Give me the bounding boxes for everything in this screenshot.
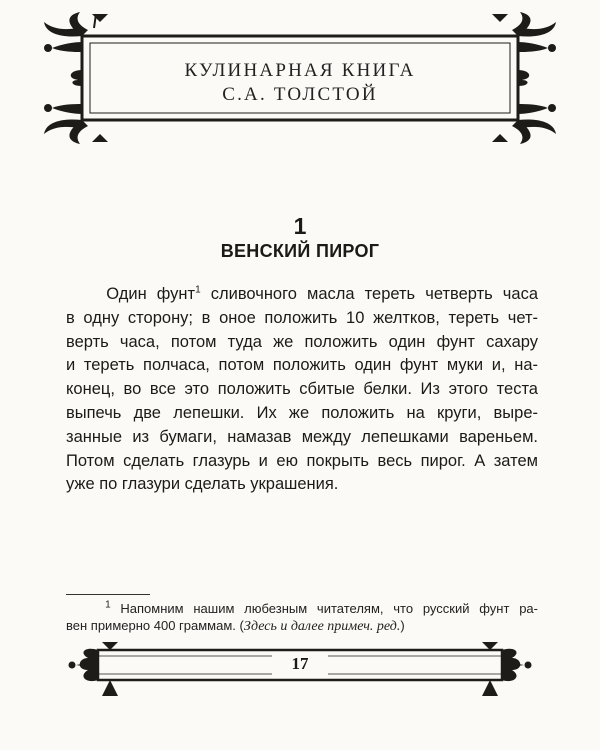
recipe-line: Потом сделать глазурь и ею покрыть весь пирог. А затем — [66, 451, 538, 470]
footnote-divider — [66, 594, 150, 595]
book-title-line-1: КУЛИНАРНАЯ КНИГА — [184, 60, 416, 81]
footnote-text: ) — [400, 618, 405, 633]
recipe-line-text: сливочного масла тереть четверть часа — [210, 285, 538, 303]
footnote-reference[interactable]: 1 — [195, 284, 201, 296]
book-title-line-2: С.А. ТОЛСТОЙ — [222, 84, 378, 105]
recipe-line: в одну сторону; в оное положить 10 желтков, тереть чет- — [66, 308, 538, 327]
footnote-line — [66, 617, 538, 635]
recipe-line: конец, во все это положить сбитые белки. Из этого теста — [66, 380, 538, 399]
recipe-number: 1 — [293, 213, 307, 239]
editor-note: Здесь и далее примеч. ред. — [243, 619, 401, 634]
recipe-line: уже по глазури сделать украшения. — [66, 475, 339, 494]
footnote-text: Напомним нашим любезным читателям, что русский фунт ра- — [120, 601, 538, 616]
recipe-line: и тереть полчаса, потом положить один фунт муки и, на- — [66, 356, 538, 375]
recipe-line — [66, 283, 538, 307]
footnote-line — [66, 600, 538, 617]
recipe-line: выпечь две лепешки. Их же положить на круги, выре- — [66, 403, 538, 422]
footnote-marker: 1 — [105, 599, 111, 611]
footnote — [66, 600, 538, 635]
footer-ornament — [58, 640, 542, 700]
recipe-line: верть часа, потом туда же положить один фунт сахару — [66, 332, 538, 351]
header-ornamental-frame — [22, 8, 578, 148]
page-number: 17 — [291, 654, 309, 673]
recipe-line-text: Один фунт — [106, 285, 196, 303]
recipe-line: занные из бумаги, намазав между лепешками вареньем. — [66, 427, 538, 446]
recipe-title: ВЕНСКИЙ ПИРОГ — [220, 241, 380, 261]
recipe-body — [66, 283, 538, 497]
footnote-text: вен примерно 400 граммам. ( — [66, 618, 244, 633]
